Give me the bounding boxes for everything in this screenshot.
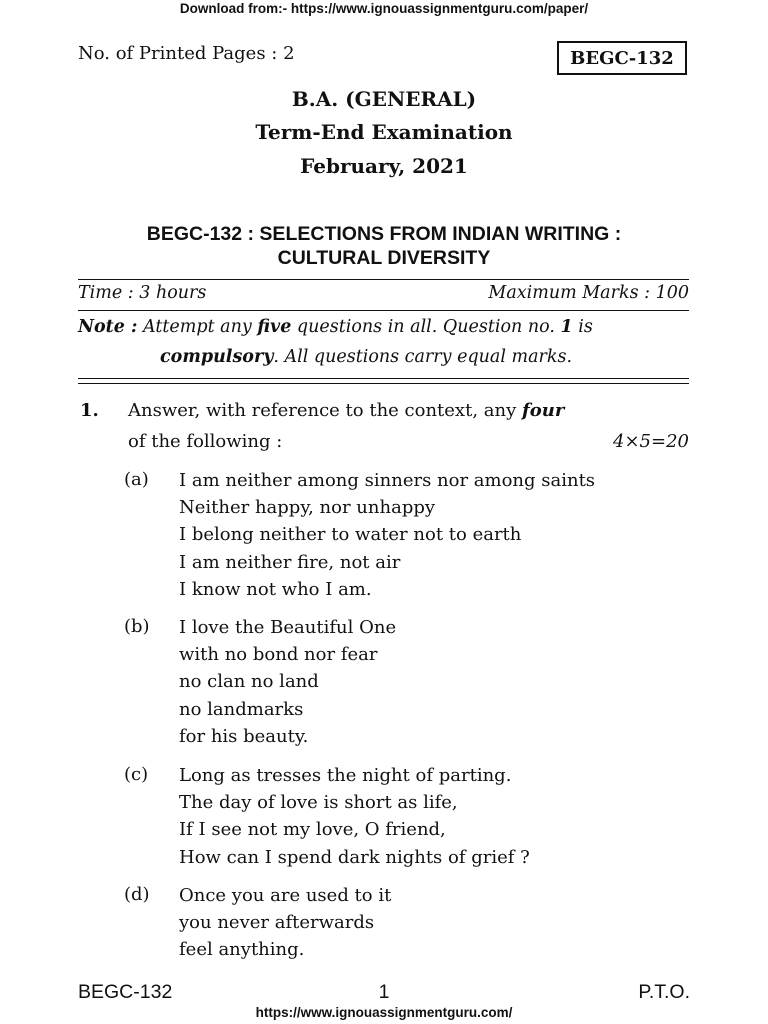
verse-line: you never afterwards [179,912,375,934]
verse-passage [179,882,391,964]
printed-pages: No. of Printed Pages : 2 [78,43,295,64]
note-label: Note : [78,317,138,337]
part-label: (c) [124,764,149,785]
verse-line: feel anything. [179,939,305,961]
verse-line: I love the Beautiful One [179,617,397,638]
subject-title-line1: BEGC-132 : SELECTIONS FROM INDIAN WRITING : [146,223,622,245]
question-emphasis: four [521,400,565,421]
time-allowed: Time : 3 hours [78,283,207,303]
subject-title-line2: CULTURAL DIVERSITY [277,247,491,269]
double-divider-top [78,378,689,379]
part-label: (a) [124,469,149,490]
double-divider-bottom [78,383,689,384]
verse-passage [179,614,396,750]
part-label: (b) [124,616,150,637]
verse-line: I am neither fire, not air [179,551,401,573]
note-emphasis: 1 [560,317,573,337]
programme-title: B.A. (GENERAL) [291,87,477,111]
verse-line: I know not who I am. [179,578,372,600]
note-emphasis: five [257,317,292,337]
question-number: 1. [80,400,99,421]
divider [78,310,689,311]
course-code-box [557,41,687,75]
note-text: is [572,317,593,337]
site-url-banner[interactable]: https://www.ignouassignmentguru.com/ [255,1005,513,1020]
exam-title: Term-End Examination [255,120,513,144]
question-text: Answer, with reference to the context, any [128,400,522,421]
footer-course-code: BEGC-132 [78,981,173,1003]
verse-line: I am neither among sinners nor among saints [179,470,596,491]
part-label: (d) [124,884,150,905]
note-text: . All questions carry equal marks. [273,347,573,367]
verse-passage [179,762,530,871]
verse-line: with no bond nor fear [179,644,378,666]
page-number: 1 [378,981,390,1003]
exam-date: February, 2021 [300,154,468,178]
verse-line: Neither happy, nor unhappy [179,497,436,519]
note-line2 [160,347,572,367]
verse-line: for his beauty. [179,725,309,747]
course-code: BEGC-132 [570,47,674,69]
note-line1 [78,317,689,337]
verse-line: Long as tresses the night of parting. [179,765,512,786]
verse-line: How can I spend dark nights of grief ? [179,846,530,868]
please-turn-over: P.T.O. [638,981,690,1003]
download-banner[interactable]: Download from:- https://www.ignouassignmentguru.com/paper/ [179,1,589,16]
maximum-marks: Maximum Marks : 100 [488,283,689,303]
divider [78,279,689,280]
verse-line: If I see not my love, O friend, [179,819,446,841]
note-emphasis: compulsory [160,347,274,367]
verse-line: no landmarks [179,698,304,720]
verse-passage [179,467,595,603]
verse-line: no clan no land [179,671,319,693]
question-text-line2: of the following : [128,431,283,452]
verse-line: Once you are used to it [179,885,392,906]
note-text: Attempt any [137,317,258,337]
verse-line: I belong neither to water not to earth [179,524,522,546]
note-text: questions in all. Question no. [291,317,561,337]
question-marks: 4×5=20 [613,431,689,452]
question-text-line1 [128,400,564,421]
verse-line: The day of love is short as life, [179,792,458,814]
